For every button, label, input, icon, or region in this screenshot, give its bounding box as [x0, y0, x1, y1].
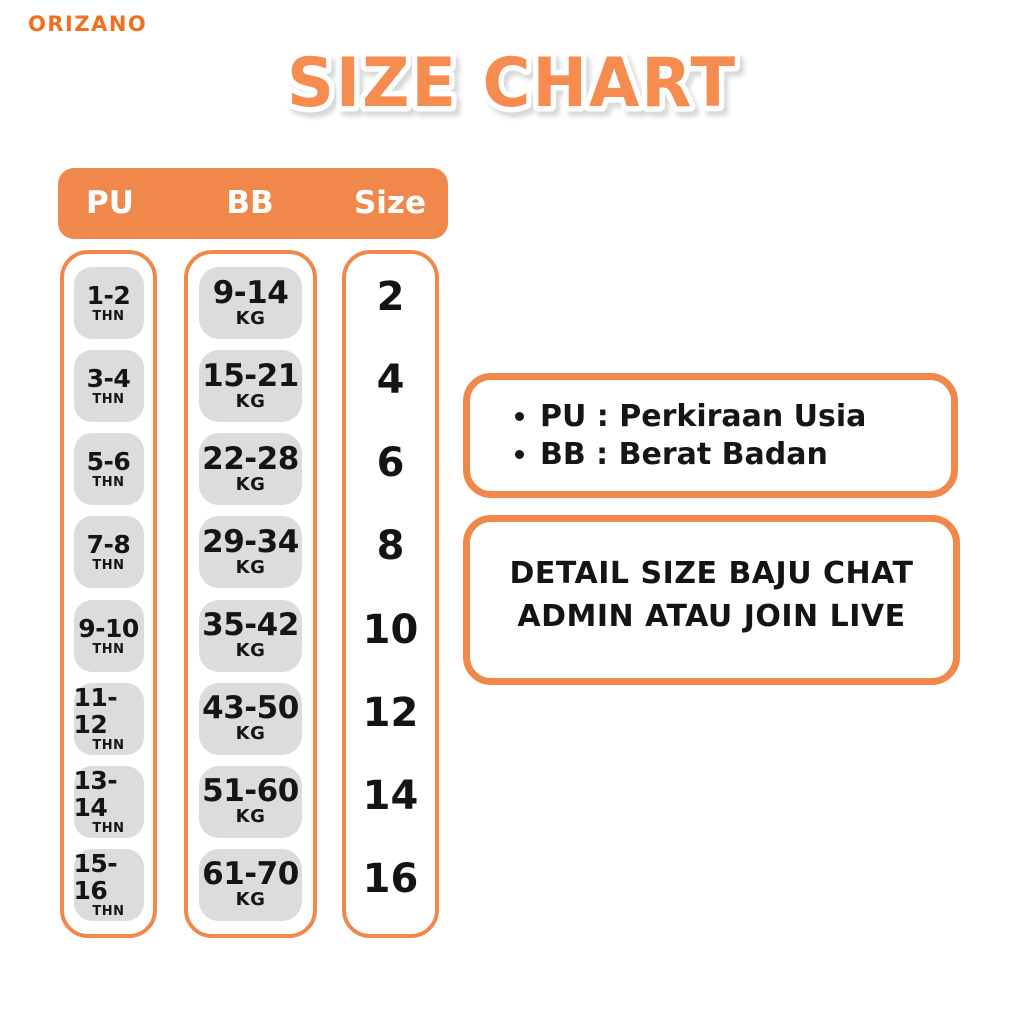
pu-value: 7-8	[86, 530, 131, 560]
size-value: 4	[376, 357, 405, 404]
size-cell	[346, 683, 435, 755]
pu-value: 15-16	[73, 849, 118, 906]
bb-value: 43-50	[202, 690, 299, 727]
bb-cell	[199, 683, 302, 755]
table-header-row	[58, 168, 448, 239]
pu-value: 3-4	[86, 364, 131, 394]
size-column	[342, 250, 439, 938]
bb-cell	[199, 433, 302, 505]
page-title-text: SIZE CHART	[287, 44, 737, 123]
pu-value: 5-6	[86, 447, 131, 477]
bb-value: 51-60	[202, 773, 299, 810]
pu-unit: THN	[92, 641, 125, 657]
size-value: 2	[376, 274, 405, 320]
pu-value: 11-12	[73, 683, 118, 740]
legend-list	[470, 398, 866, 474]
size-value: 16	[362, 855, 419, 902]
pu-cell	[74, 766, 144, 838]
size-cell	[346, 516, 435, 588]
size-cell	[346, 350, 435, 422]
header-cell-size: Size	[353, 185, 427, 221]
size-cell	[346, 766, 435, 838]
size-cell	[346, 600, 435, 672]
bb-cell	[199, 849, 302, 921]
page-title	[232, 26, 792, 130]
header-cell-bb: BB	[226, 185, 274, 221]
size-cell	[346, 267, 435, 339]
pu-unit: THN	[92, 475, 125, 491]
pu-unit: THN	[92, 821, 125, 837]
pu-unit: THN	[92, 558, 125, 574]
size-cell	[346, 849, 435, 921]
pu-unit: THN	[92, 904, 125, 920]
legend-box	[463, 373, 958, 498]
pu-value: 9-10	[78, 613, 139, 643]
size-value: 6	[376, 440, 405, 487]
size-value: 14	[362, 772, 419, 819]
bb-unit: KG	[235, 889, 266, 911]
bb-value: 29-34	[202, 523, 299, 560]
pu-column	[60, 250, 157, 938]
size-value: 12	[362, 689, 419, 736]
pu-cell	[74, 683, 144, 755]
pu-cell	[74, 849, 144, 921]
bb-value: 35-42	[202, 607, 299, 644]
bb-unit: KG	[235, 390, 266, 412]
bb-unit: KG	[235, 640, 266, 662]
note-line-2: ADMIN ATAU JOIN LIVE	[517, 599, 906, 634]
bb-cell	[199, 766, 302, 838]
bb-value: 15-21	[202, 357, 299, 394]
header-cell-pu: PU	[86, 185, 134, 221]
legend-item-bb: • BB : Berat Badan	[540, 436, 866, 474]
bb-value: 9-14	[212, 274, 289, 311]
bb-value: 61-70	[202, 856, 299, 893]
pu-unit: THN	[92, 392, 125, 408]
bb-unit: KG	[235, 723, 266, 745]
page-title-wrap	[0, 26, 1024, 134]
bb-unit: KG	[235, 806, 266, 828]
bb-unit: KG	[235, 473, 266, 495]
bb-unit: KG	[235, 556, 266, 578]
legend-item-pu: • PU : Perkiraan Usia	[540, 398, 866, 436]
pu-cell	[74, 600, 144, 672]
pu-cell	[74, 433, 144, 505]
bb-column	[184, 250, 317, 938]
pu-unit: THN	[92, 738, 125, 754]
pu-cell	[74, 516, 144, 588]
note-box	[463, 515, 960, 685]
size-value: 8	[376, 523, 405, 570]
size-cell	[346, 433, 435, 505]
pu-value: 1-2	[86, 281, 131, 310]
pu-value: 13-14	[73, 766, 118, 823]
bb-unit: KG	[235, 307, 266, 329]
bb-value: 22-28	[202, 440, 299, 477]
pu-unit: THN	[92, 309, 125, 324]
pu-cell	[74, 267, 144, 339]
note-line-1: DETAIL SIZE BAJU CHAT	[509, 556, 914, 591]
bb-cell	[199, 267, 302, 339]
brand-logo: ORIZANO	[28, 12, 148, 36]
pu-cell	[74, 350, 144, 422]
bb-cell	[199, 350, 302, 422]
bb-cell	[199, 516, 302, 588]
bb-cell	[199, 600, 302, 672]
size-value: 10	[362, 606, 419, 653]
